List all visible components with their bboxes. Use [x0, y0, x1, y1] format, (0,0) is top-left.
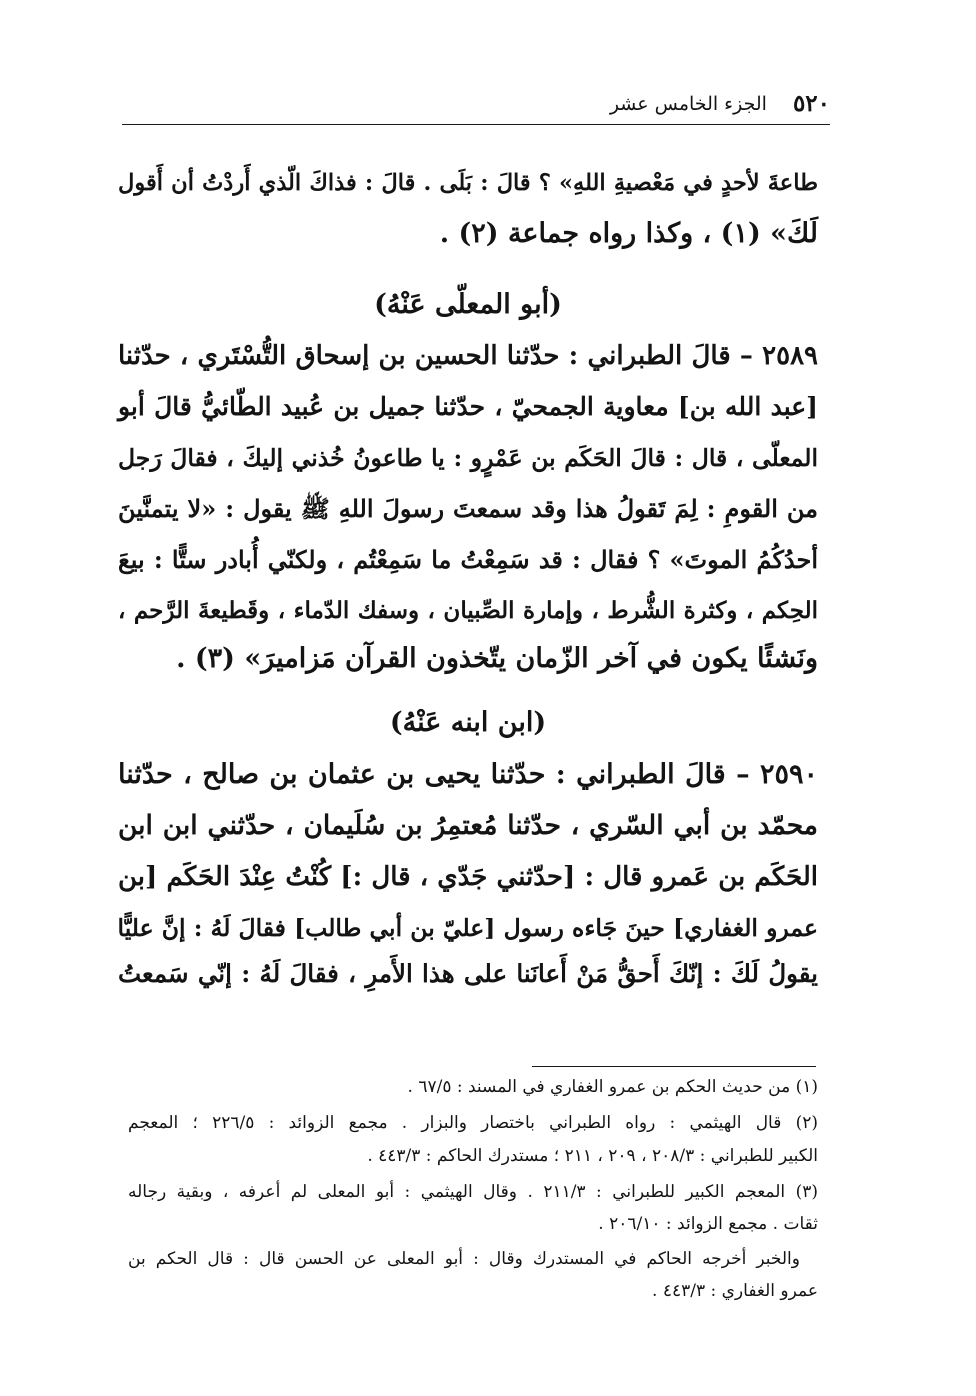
- footnote-3: (٣) المعجم الكبير للطبراني : ٢١١/٣ . وقال الهيثمي : أبو المعلى لم أعرفه ، وبقية رجاله: [128, 1182, 818, 1202]
- footnote-2-cont: الكبير للطبراني : ٢٠٨/٣ ، ٢٠٩ ، ٢١١ ؛ مستدرك الحاكم : ٤٤٣/٣ .: [367, 1146, 818, 1166]
- footnote-1: (١) من حديث الحكم بن عمرو الغفاري في المسند : ٦٧/٥ .: [407, 1077, 818, 1097]
- hadith-2590-line: محمّد بن أبي السّري ، حدّثنا مُعتمِرُ بن سُلَيمان ، حدّثني ابن ابن: [118, 810, 818, 841]
- hadith-2590-line: الحَكَم بن عَمرو قال : [حدّثني جَدّي ، قال :] كُنْتُ عِنْدَ الحَكَم [بن: [118, 862, 818, 892]
- section-heading-abu-al-mualla: (أبو المعلّى عَنْهُ): [374, 289, 562, 320]
- footnote-3-note-cont: عمرو الغفاري : ٤٤٣/٣ .: [652, 1281, 818, 1301]
- hadith-2590-line: يقولُ لَكَ : إنّكَ أَحقُّ مَنْ أَعانَنا على هذا الأَمرِ ، فقالَ لَهُ : إنّي سَمعتُ: [118, 959, 818, 988]
- intro-line: لَكَ» (١) ، وكذا رواه جماعة (٢) .: [439, 218, 818, 249]
- hadith-2589-line: المعلّى ، قال : قالَ الحَكَم بن عَمْرٍو : يا طاعونُ خُذني إليكَ ، فقالَ رَجل: [118, 444, 818, 472]
- hadith-2589-line: أحدُكُمُ الموتَ» ؟ فقال : قد سَمِعْتُ ما سَمِعْتُم ، ولكنّي أُبادر ستًّا : بيعَ: [118, 545, 818, 574]
- footnote-2: (٢) قال الهيثمي : رواه الطبراني باختصار والبزار . مجمع الزوائد : ٢٢٦/٥ ؛ المعجم: [128, 1113, 818, 1133]
- hadith-2589-line: ونَشئًا يكون في آخر الزّمان يتّخذون القرآن مَزاميرَ» (٣) .: [176, 643, 818, 674]
- part-title: الجزء الخامس عشر: [609, 93, 767, 115]
- footnote-rule: [532, 1066, 816, 1067]
- header-rule: [122, 124, 830, 125]
- page-number: ٥٢٠: [792, 90, 830, 117]
- footnote-3-note: والخبر أخرجه الحاكم في المستدرك وقال : أبو المعلى عن الحسن قال : قال الحكم بن: [128, 1249, 800, 1269]
- hadith-2590-line: عمرو الغفاري] حينَ جَاءه رسول [عليّ بن أبي طالب] فقالَ لَهُ : إنَّ عليًّا: [117, 914, 818, 942]
- hadith-2590-line: ٢٥٩٠ – قالَ الطبراني : حدّثنا يحيى بن عثمان بن صالح ، حدّثنا: [118, 759, 818, 790]
- section-heading-grandson: (ابن ابنه عَنْهُ): [389, 707, 547, 738]
- hadith-2589-line: الحِكم ، وكثرة الشُّرط ، وإمارة الصِّبيان ، وسفك الدّماء ، وقَطيعةَ الرَّحم ،: [118, 597, 818, 624]
- hadith-2589-line: من القومِ : لِمَ تَقولُ هذا وقد سمعتَ رسولَ اللهِ ﷺ يقول : «لا يتمنَّينَ: [118, 494, 818, 523]
- running-header: [122, 84, 830, 118]
- intro-line: طاعةَ لأحدٍ في مَعْصيةِ اللهِ» ؟ قالَ : بَلَى . قالَ : فذاكَ الّذي أَردْتُ أن أَقول: [118, 170, 818, 196]
- hadith-2589-line: [عبد الله بن] معاوية الجمحيّ ، حدّثنا جميل بن عُبيد الطّائيُّ قالَ أبو: [118, 392, 818, 421]
- hadith-2589-line: ٢٥٨٩ – قالَ الطبراني : حدّثنا الحسين بن إسحاق التُّسْتَري ، حدّثنا: [118, 341, 818, 371]
- footnote-3-cont: ثقات . مجمع الزوائد : ٢٠٦/١٠ .: [598, 1214, 818, 1234]
